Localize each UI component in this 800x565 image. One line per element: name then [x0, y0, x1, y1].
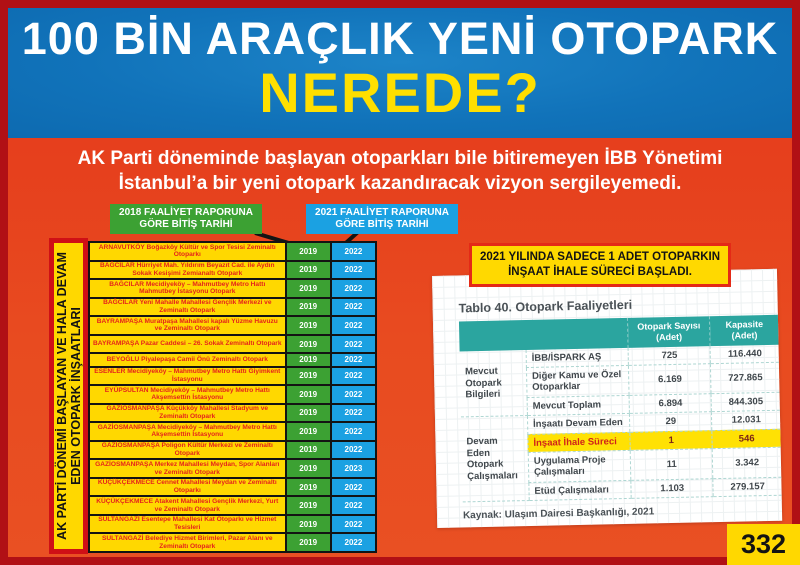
finish-2018-cell: 2019: [285, 262, 330, 279]
legend-tag-2018: 2018 FAALİYET RAPORUNA GÖRE BİTİŞ TARİHİ: [110, 204, 262, 234]
callout-line2: İNŞAAT İHALE SÜRECİ BAŞLADI.: [508, 265, 692, 278]
tablo-row-count: 1.103: [631, 478, 714, 498]
tablo-row-count: 11: [630, 449, 713, 480]
finish-2018-cell: 2019: [285, 368, 330, 385]
tablo-row-count: 1: [630, 430, 713, 450]
project-row: [90, 516, 375, 535]
finish-2018-cell: 2019: [285, 534, 330, 551]
finish-2021-cell: 2022: [330, 317, 375, 334]
project-name: GAZİOSMANPAŞA Merkez Mahallesi Meydan, Spor Alanları ve Zeminaltı Otopark: [90, 460, 285, 477]
finish-2021-cell: 2022: [330, 354, 375, 365]
project-row: [90, 405, 375, 424]
header-banner: [0, 0, 800, 138]
tablo-row-count: 29: [630, 412, 713, 432]
legend-tag-2021: 2021 FAALİYET RAPORUNA GÖRE BİTİŞ TARİHİ: [306, 204, 458, 234]
finish-2018-cell: 2019: [285, 516, 330, 533]
project-row: [90, 299, 375, 318]
tablo-row-name: İnşaatı Devam Eden: [527, 414, 630, 435]
finish-2021-cell: 2022: [330, 516, 375, 533]
tablo-row-name: Mevcut Toplam: [527, 395, 630, 416]
project-row: [90, 497, 375, 516]
tablo-row-capacity: 279.157: [713, 477, 781, 497]
tablo-row-count: 725: [628, 346, 711, 366]
finish-2018-cell: 2019: [285, 317, 330, 334]
page-title-line1: 100 BİN ARAÇLIK YENİ OTOPARK: [21, 13, 779, 64]
finish-2021-cell: 2023: [330, 460, 375, 477]
project-row: [90, 262, 375, 281]
project-name: KÜÇÜKÇEKMECE Cennet Mahallesi Meydan ve Zeminaltı Otoparkı: [90, 479, 285, 496]
project-row: [90, 243, 375, 262]
tablo40-table: [459, 315, 782, 503]
finish-2018-cell: 2019: [285, 423, 330, 440]
project-row: [90, 479, 375, 498]
project-name: GAZİOSMANPAŞA Mecidiyeköy – Mahmutbey Metro Hattı Akşemsettin İstasyonu: [90, 423, 285, 440]
project-name: BAĞCILAR Yeni Mahalle Mahallesi Gençlik Merkezi ve Zeminaltı Otopark: [90, 299, 285, 316]
finish-2021-cell: 2022: [330, 280, 375, 297]
tablo-row-capacity: 12.031: [712, 410, 780, 430]
tablo-row-capacity: 727.865: [711, 362, 780, 393]
project-row: [90, 336, 375, 355]
project-row: [90, 442, 375, 461]
finish-2018-cell: 2019: [285, 442, 330, 459]
finish-2021-cell: 2022: [330, 386, 375, 403]
tablo-row-capacity: 546: [712, 429, 780, 449]
finish-2021-cell: 2022: [330, 479, 375, 496]
finish-2021-cell: 2022: [330, 299, 375, 316]
project-name: BAĞCILAR Hürriyet Mah. Yıldırım Beyazıt Cad. ile Aydın Sokak Kesişimi Zemianaltı Otopark: [90, 262, 285, 279]
finish-2018-cell: 2019: [285, 479, 330, 496]
tablo-row-capacity: 116.440: [710, 344, 778, 363]
project-name: GAZİOSMANPAŞA Küçükköy Mahallesi Stadyum ve Zeminaltı Otopark: [90, 405, 285, 422]
tablo-row-count: 6.169: [629, 364, 712, 395]
finish-2018-cell: 2019: [285, 386, 330, 403]
statement-line1: AK Parti döneminde başlayan otoparkları bile bitiremeyen İBB Yönetimi: [77, 147, 723, 169]
finish-2018-cell: 2019: [285, 243, 330, 260]
project-row: [90, 280, 375, 299]
project-row: [90, 386, 375, 405]
finish-2018-cell: 2019: [285, 460, 330, 477]
tablo-row-name: İBB/İSPARK AŞ: [526, 348, 629, 368]
finish-2018-cell: 2019: [285, 405, 330, 422]
finish-2021-cell: 2022: [330, 336, 375, 353]
tablo-header-spacer: [459, 318, 628, 351]
tablo-col-count: Otopark Sayısı (Adet): [628, 316, 711, 347]
project-name: BAĞCILAR Mecidiyeköy – Mahmutbey Metro Hattı Mahmutbey İstasyonu Otopark: [90, 280, 285, 297]
project-name: BAYRAMPAŞA Pazar Caddesi – 26. Sokak Zeminaltı Otopark: [90, 336, 285, 353]
page-number-badge: 332: [727, 524, 800, 565]
finish-2021-cell: 2022: [330, 243, 375, 260]
projects-table: [88, 241, 377, 553]
project-name: SULTANGAZİ Esentepe Mahallesi Kat Otoparkı ve Hizmet Tesisleri: [90, 516, 285, 533]
tablo40-source: Kaynak: Ulaşım Dairesi Başkanlığı, 2021: [462, 506, 655, 522]
finish-2021-cell: 2022: [330, 368, 375, 385]
finish-2021-cell: 2022: [330, 497, 375, 514]
page-title-line2: NEREDE?: [259, 61, 541, 124]
finish-2018-cell: 2019: [285, 299, 330, 316]
project-row: [90, 423, 375, 442]
tablo-row-capacity: 3.342: [713, 447, 782, 478]
project-name: BAYRAMPAŞA Muratpaşa Mahallesi kapalı Yüzme Havuzu ve Zeminaltı Otopark: [90, 317, 285, 334]
project-name: KÜÇÜKÇEKMECE Atakent Mahallesi Gençlik Merkezi, Yurt ve Zeminaltı Otopark: [90, 497, 285, 514]
tablo-row-count: 6.894: [629, 393, 712, 413]
project-name: ESENLER Mecidiyeköy – Mahmutbey Metro Hattı Giyimkent İstasyonu: [90, 368, 285, 385]
finish-2021-cell: 2022: [330, 423, 375, 440]
side-label-strip: [49, 238, 88, 554]
project-row: [90, 317, 375, 336]
callout-line1: 2021 YILINDA SADECE 1 ADET OTOPARKIN: [479, 251, 721, 263]
project-name: GAZİOSMANPAŞA Poligon Kültür Merkezi ve Zeminaltı Otopark: [90, 442, 285, 459]
finish-2018-cell: 2019: [285, 354, 330, 365]
statement-band: [0, 140, 800, 202]
tablo-row-name: Diğer Kamu ve Özel Otoparklar: [526, 365, 629, 397]
finish-2018-cell: 2019: [285, 280, 330, 297]
tablo-row-name: Uygulama Proje Çalışmaları: [528, 450, 631, 482]
finish-2021-cell: 2022: [330, 442, 375, 459]
project-row: [90, 354, 375, 367]
side-label: AK PARTİ DÖNEMİ BAŞLAYAN VE HALA DEVAM EDEN OTOPARK İNŞAATLARI: [54, 252, 83, 540]
tablo-group-label: Mevcut Otopark Bilgileri: [460, 350, 528, 417]
finish-2021-cell: 2022: [330, 534, 375, 551]
finish-2021-cell: 2022: [330, 405, 375, 422]
tablo40-title: Tablo 40. Otopark Faaliyetleri: [458, 297, 633, 316]
statement-line2: İstanbul’a bir yeni otopark kazandıracak vizyon sergileyemedi.: [118, 173, 682, 194]
tablo40-panel: [432, 269, 782, 528]
tablo-row-capacity: 844.305: [711, 392, 779, 412]
project-name: BEYOĞLU Piyalepaşa Camii Önü Zeminaltı Otopark: [90, 354, 285, 365]
project-row: [90, 460, 375, 479]
finish-2021-cell: 2022: [330, 262, 375, 279]
project-name: ARNAVUTKÖY Boğazköy Kültür ve Spor Tesisi Zeminaltı Otoparkı: [90, 243, 285, 260]
finish-2018-cell: 2019: [285, 336, 330, 353]
project-row: [90, 534, 375, 551]
project-name: EYÜPSULTAN Mecidiyeköy – Mahmutbey Metro Hattı Akşemsettin İstasyonu: [90, 386, 285, 403]
callout-box: [469, 243, 731, 287]
tablo-row-name: İnşaat İhale Süreci: [528, 432, 631, 453]
tablo-row-name: Etüd Çalışmaları: [529, 480, 632, 501]
finish-2018-cell: 2019: [285, 497, 330, 514]
tablo-col-capacity: Kapasite (Adet): [710, 315, 779, 346]
project-row: [90, 368, 375, 387]
tablo-group-label: Devam Eden Otopark Çalışmaları: [461, 416, 529, 502]
project-name: SULTANGAZİ Belediye Hizmet Birimleri, Pazar Alanı ve Zeminaltı Otopark: [90, 534, 285, 551]
